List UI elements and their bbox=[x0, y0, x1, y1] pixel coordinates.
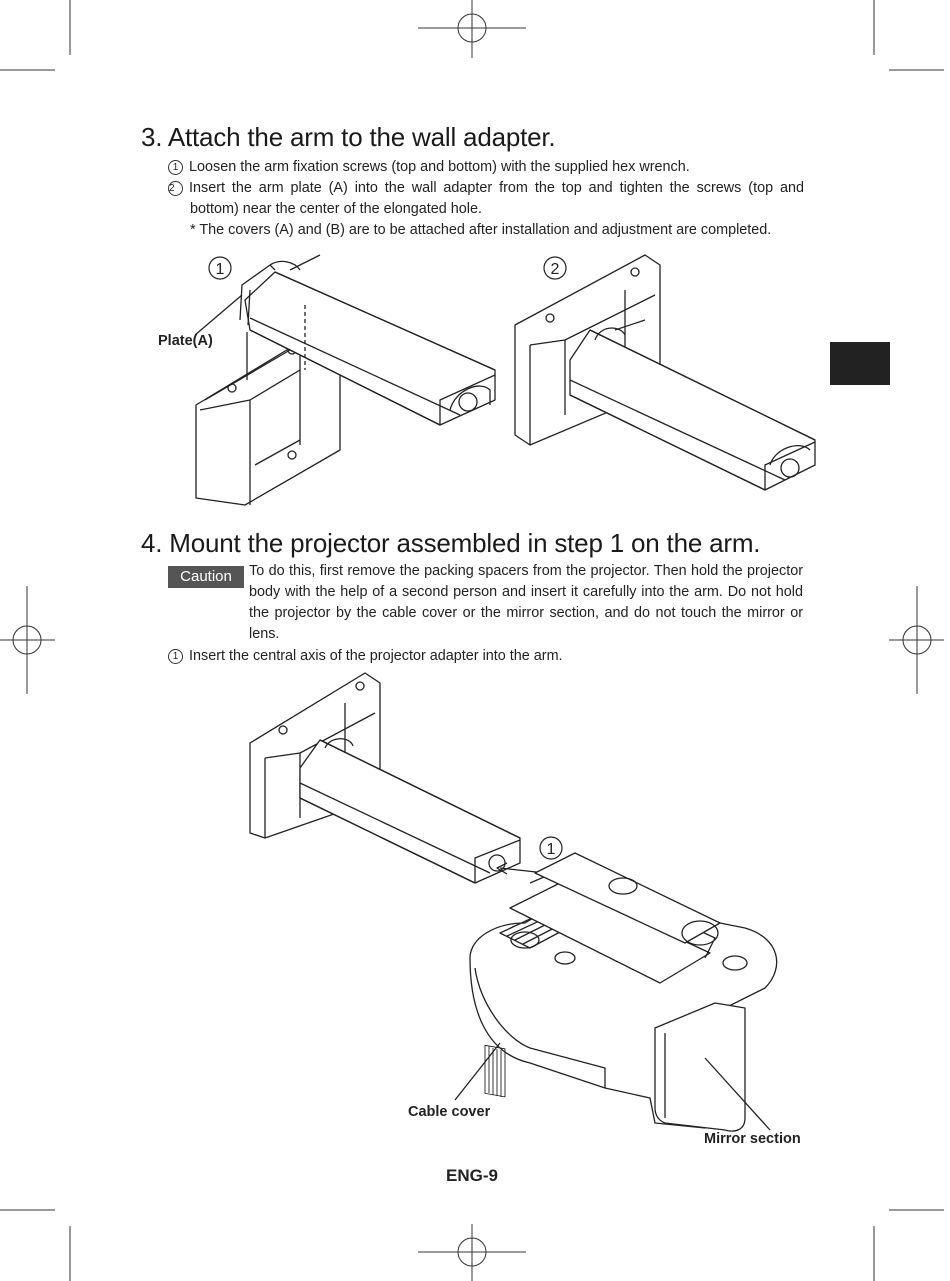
mirror-section-label: Mirror section bbox=[704, 1131, 801, 1147]
step3-item1-number: 1 bbox=[168, 160, 183, 175]
fig2-callout-2: 2 bbox=[550, 261, 560, 278]
step3-item2-number: 2 bbox=[168, 181, 183, 196]
fig3-callout-1: 1 bbox=[546, 841, 556, 858]
step4-item1-text: Insert the central axis of the projector adapter into the arm. bbox=[189, 648, 563, 664]
step3-item1 bbox=[168, 157, 690, 178]
step3-item2 bbox=[168, 178, 804, 199]
fig1-callout-1: 1 bbox=[215, 261, 225, 278]
projector-mount-figure bbox=[245, 668, 805, 1138]
arm-attach-figure-1 bbox=[150, 250, 510, 515]
step3-item2-text-line1: Insert the arm plate (A) into the wall adapter from the top and tighten the screws (top and bbox=[189, 180, 804, 196]
step3-heading: 3. Attach the arm to the wall adapter. bbox=[141, 122, 556, 152]
step4-item1 bbox=[168, 646, 563, 667]
step3-item1-text: Loosen the arm fixation screws (top and bottom) with the supplied hex wrench. bbox=[189, 159, 690, 175]
caution-badge: Caution bbox=[168, 566, 244, 588]
plate-a-label: Plate(A) bbox=[158, 333, 213, 349]
step4-heading: 4. Mount the projector assembled in step 1 on the arm. bbox=[141, 528, 761, 558]
section-tab bbox=[830, 342, 890, 385]
cable-cover-label: Cable cover bbox=[408, 1104, 491, 1120]
step4-item1-number: 1 bbox=[168, 649, 183, 664]
step3-item2-line2: bottom) near the center of the elongated hole. bbox=[190, 201, 483, 217]
arm-attach-figure-2 bbox=[505, 250, 825, 500]
page-number: ENG-9 bbox=[446, 1166, 498, 1185]
step3-note: * The covers (A) and (B) are to be attached after installation and adjustment are completed. bbox=[190, 222, 772, 238]
caution-text: To do this, first remove the packing spacers from the projector. Then hold the projector body with the help of a second person and insert it carefully into the arm. Do not hold the projector by the cable cover or the mirror section, and do not touch the mirror or lens. bbox=[249, 563, 803, 642]
